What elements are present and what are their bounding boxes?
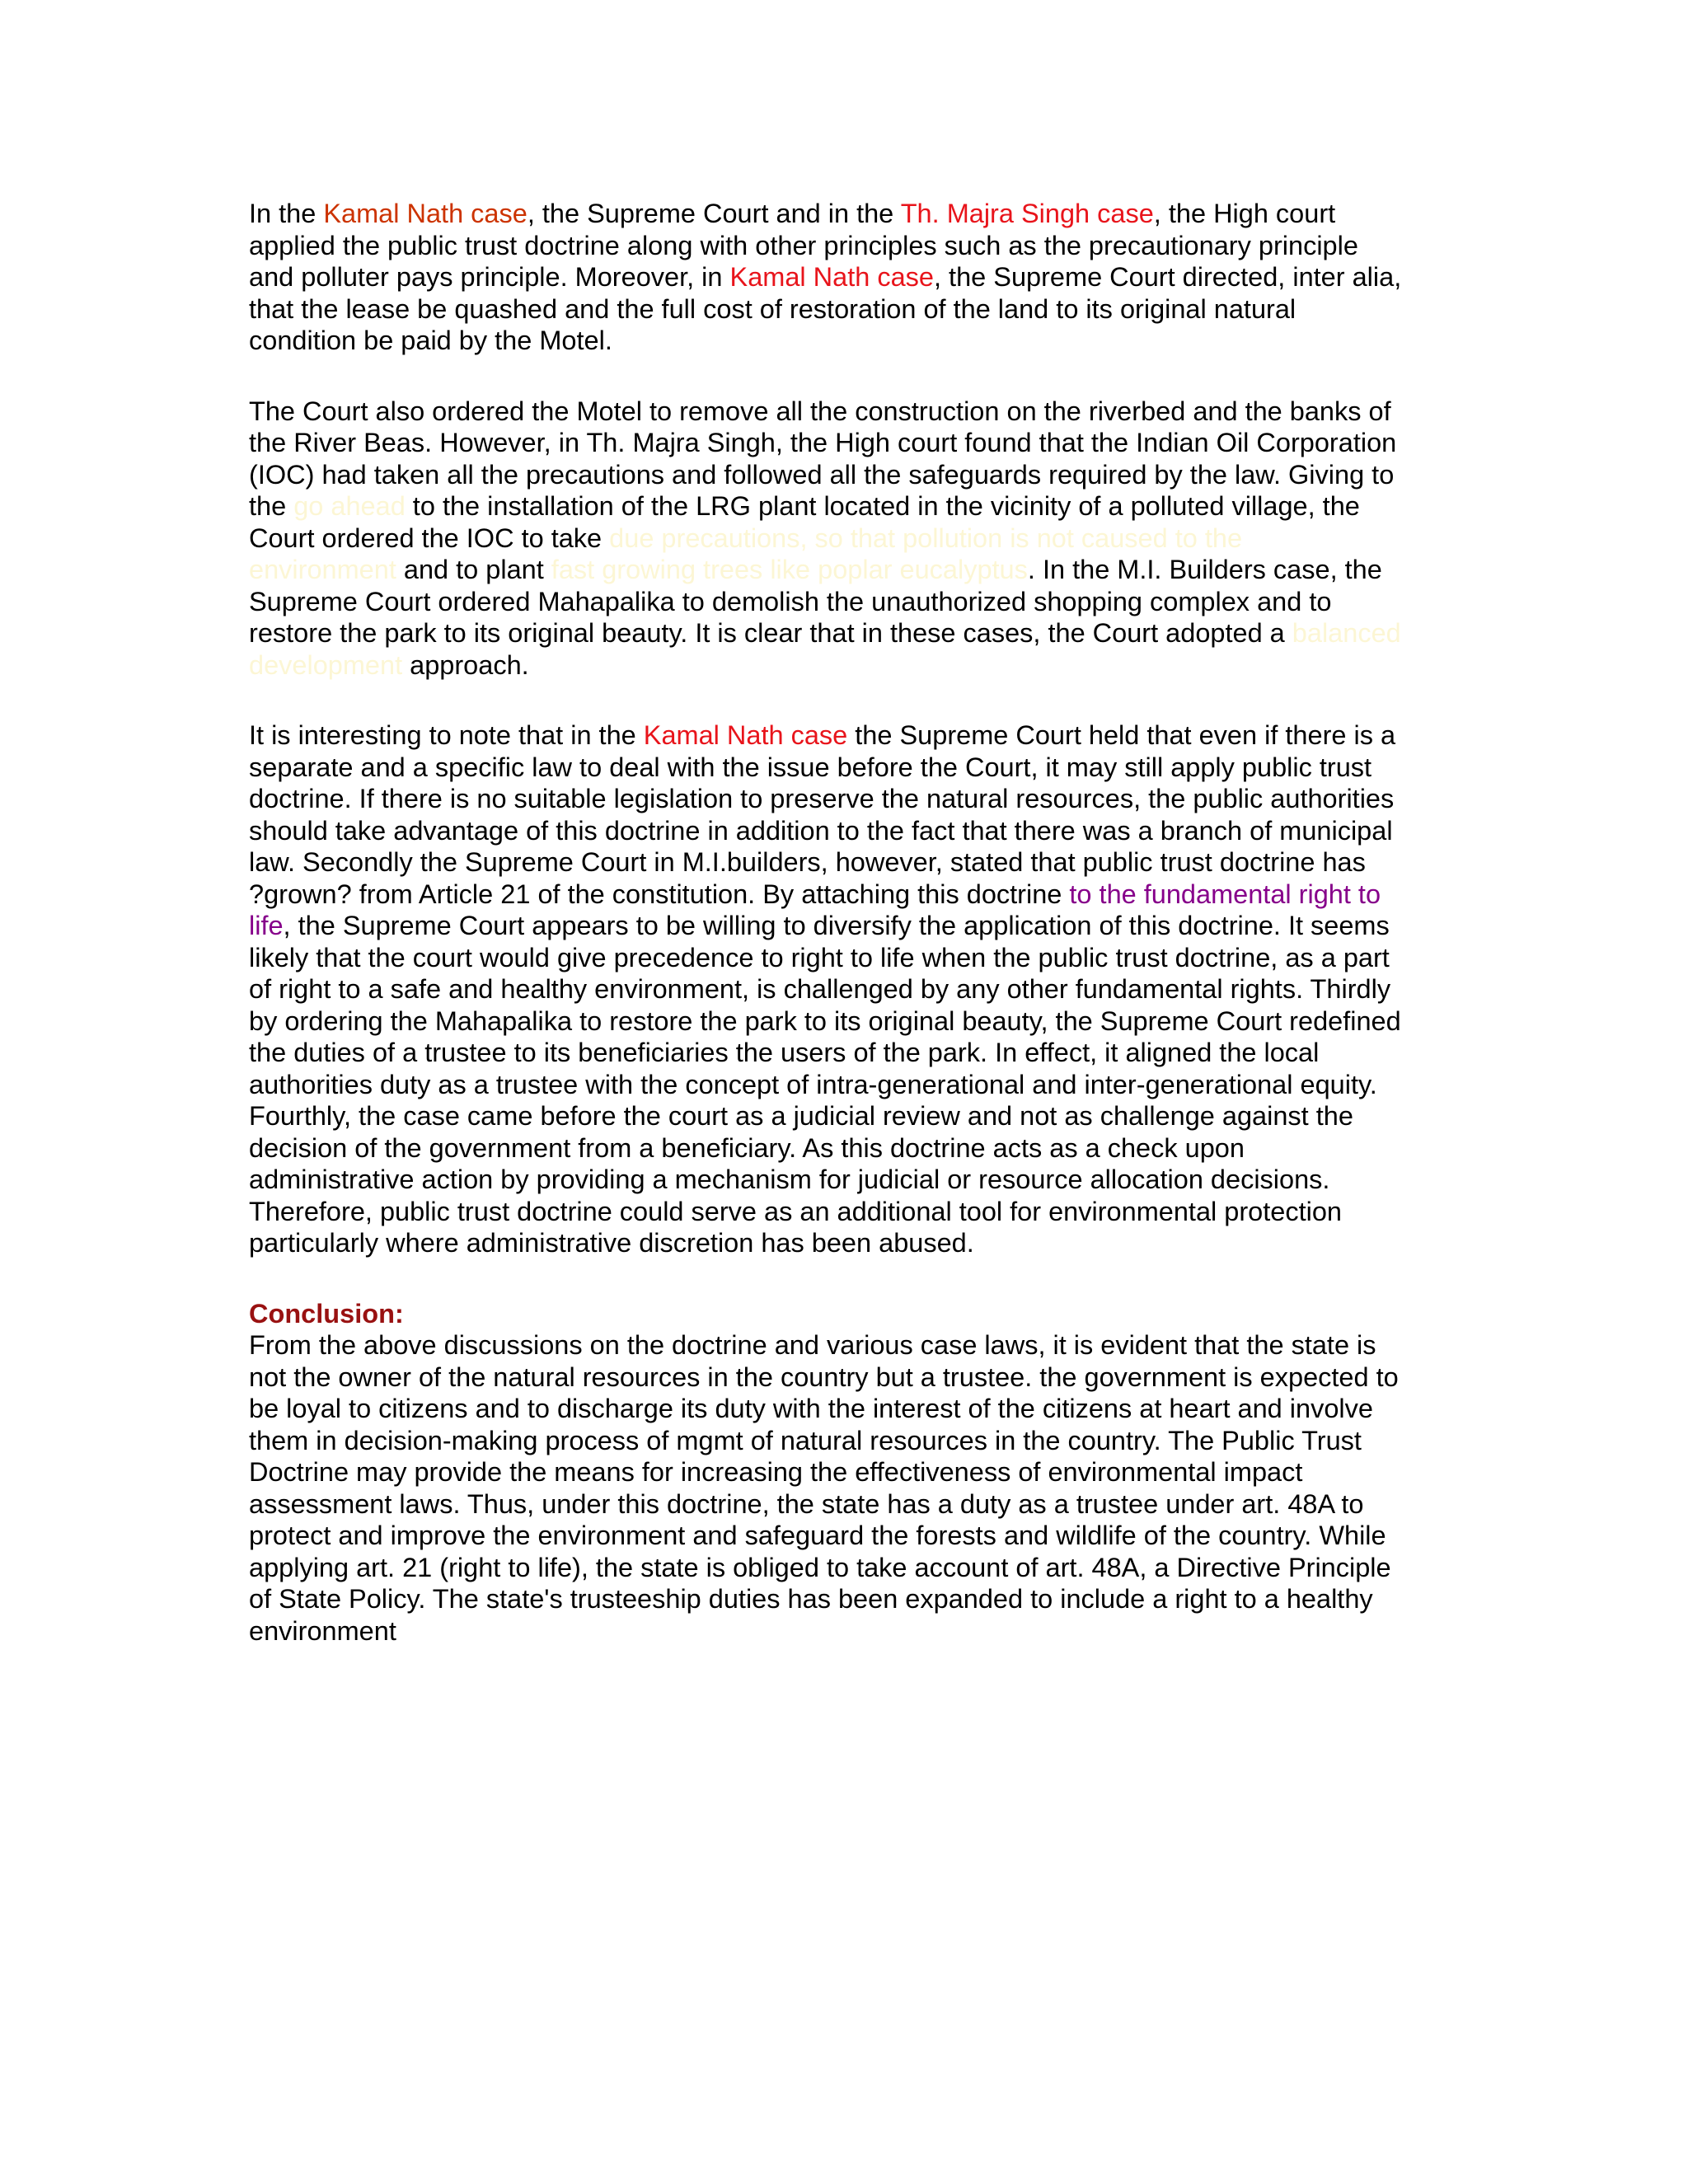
- faint-text: go ahead: [293, 491, 406, 521]
- text-line: Therefore, public trust doctrine could serve as an additional tool for environmental protection: [249, 1196, 1343, 1226]
- text-line: applied the public trust doctrine along with other principles such as the precautionary principle: [249, 230, 1358, 260]
- text-run: , the High court: [1153, 199, 1336, 228]
- text-line: the duties of a trustee to its beneficiaries the users of the park. In effect, it aligned the local: [249, 1038, 1320, 1067]
- text-line: assessment laws. Thus, under this doctrine, the state has a duty as a trustee under art. 48A to: [249, 1488, 1364, 1519]
- faint-text: due precautions, so that pollution is not caused to the: [609, 523, 1243, 553]
- faint-text: development: [249, 649, 403, 680]
- text-run: . In the M.I. Builders case, the: [1027, 555, 1382, 584]
- text-run: ?grown? from Article 21 of the constitution. By attaching this doctrine: [249, 879, 1070, 909]
- case-reference-kamal-nath: Kamal Nath case: [323, 199, 528, 228]
- text-run: and polluter pays principle. Moreover, in: [249, 262, 730, 292]
- text-run: Court ordered the IOC to take: [249, 523, 610, 553]
- conclusion-heading: Conclusion:: [249, 1298, 404, 1329]
- text-run: approach.: [402, 649, 529, 680]
- faint-text: balanced: [1292, 618, 1401, 648]
- text-line: protect and improve the environment and safeguard the forests and wildlife of the country. While: [249, 1521, 1386, 1550]
- text-run: to the installation of the LRG plant located in the vicinity of a polluted village, the: [405, 491, 1360, 521]
- text-line: should take advantage of this doctrine in addition to the fact that there was a branch of municipal: [249, 815, 1393, 846]
- text-line: of right to a safe and healthy environment, is challenged by any other fundamental rights. Thirdly: [249, 974, 1391, 1004]
- text-run: , the Supreme Court directed, inter alia,: [934, 262, 1402, 292]
- paragraph-kamal-nath-majra-singh: [249, 198, 1452, 357]
- text-line: not the owner of the natural resources in the country but a trustee. the government is expected to: [249, 1361, 1399, 1392]
- text-run: the Supreme Court held that even if there is a: [847, 720, 1396, 750]
- case-reference-kamal-nath: Kamal Nath case: [643, 720, 848, 750]
- text-line: of State Policy. The state's trusteeship duties has been expanded to include a right to a healthy: [249, 1584, 1373, 1614]
- text-line: [249, 523, 1452, 555]
- text-line: Supreme Court ordered Mahapalika to demolish the unauthorized shopping complex and to: [249, 586, 1332, 616]
- text-line: applying art. 21 (right to life), the state is obliged to take account of art. 48A, a Directive Principle: [249, 1552, 1391, 1582]
- text-line: administrative action by providing a mechanism for judicial or resource allocation decisions.: [249, 1165, 1330, 1194]
- text-line: [249, 719, 1452, 752]
- faint-text: environment: [249, 555, 396, 584]
- case-reference-kamal-nath: Kamal Nath case: [729, 262, 934, 292]
- text-run: In the: [249, 199, 324, 228]
- text-line: [249, 490, 1452, 523]
- paragraph-analysis: [249, 719, 1452, 1259]
- text-line: condition be paid by the Motel.: [249, 326, 612, 355]
- text-line: the River Beas. However, in Th. Majra Singh, the High court found that the Indian Oil Corporation: [249, 428, 1397, 457]
- text-line: [249, 910, 1452, 942]
- text-line: doctrine. If there is no suitable legislation to preserve the natural resources, the public authorities: [249, 784, 1395, 813]
- case-reference-majra-singh: Th. Majra Singh case: [900, 199, 1154, 228]
- text-line: The Court also ordered the Motel to remove all the construction on the riverbed and the banks of: [249, 396, 1391, 426]
- highlighted-phrase: to the fundamental right to: [1069, 879, 1381, 909]
- text-line: environment: [249, 1615, 396, 1646]
- text-line: likely that the court would give precedence to right to life when the public trust doctrine, as a part: [249, 942, 1390, 972]
- faint-text: fast growing trees like poplar eucalyptus: [551, 555, 1028, 584]
- text-run: It is interesting to note that in the: [249, 720, 644, 750]
- text-line: [249, 879, 1452, 911]
- text-line: Fourthly, the case came before the court as a judicial review and not as challenge against the: [249, 1101, 1353, 1131]
- text-line: by ordering the Mahapalika to restore the park to its original beauty, the Supreme Court redefined: [249, 1005, 1401, 1036]
- text-line: them in decision-making process of mgmt of natural resources in the country. The Public Trust: [249, 1425, 1362, 1455]
- text-line: From the above discussions on the doctrine and various case laws, it is evident that the state is: [249, 1330, 1376, 1360]
- text-line: [249, 554, 1452, 586]
- text-run: , the Supreme Court and in the: [527, 199, 901, 228]
- text-line: separate and a specific law to deal with the issue before the Court, it may still apply public trust: [249, 752, 1372, 782]
- text-run: the: [249, 491, 294, 521]
- text-line: law. Secondly the Supreme Court in M.I.builders, however, stated that public trust doctrine has: [249, 847, 1366, 877]
- text-line: [249, 198, 1452, 230]
- text-run: and to plant: [396, 555, 551, 584]
- text-line: (IOC) had taken all the precautions and followed all the safeguards required by the law. Giving to: [249, 459, 1395, 490]
- text-line: authorities duty as a trustee with the concept of intra-generational and inter-generational equity.: [249, 1069, 1377, 1099]
- text-line: decision of the government from a beneficiary. As this doctrine acts as a check upon: [249, 1132, 1245, 1163]
- text-line: [249, 261, 1452, 293]
- text-line: [249, 617, 1452, 649]
- document-page: [249, 198, 1452, 1647]
- paragraph-conclusion: [249, 1329, 1452, 1647]
- highlighted-phrase: life: [249, 911, 284, 940]
- text-run: restore the park to its original beauty. It is clear that in these cases, the Court adopted a: [249, 618, 1292, 648]
- text-run: , the Supreme Court appears to be willing to diversify the application of this doctrine. It seems: [283, 911, 1390, 940]
- text-line: particularly where administrative discretion has been abused.: [249, 1228, 974, 1258]
- paragraph-court-orders: [249, 396, 1452, 682]
- text-line: be loyal to citizens and to discharge its duty with the interest of the citizens at heart and involve: [249, 1394, 1373, 1423]
- text-line: [249, 649, 1452, 682]
- text-line: that the lease be quashed and the full cost of restoration of the land to its original natural: [249, 293, 1296, 324]
- text-line: Doctrine may provide the means for increasing the effectiveness of environmental impact: [249, 1457, 1303, 1487]
